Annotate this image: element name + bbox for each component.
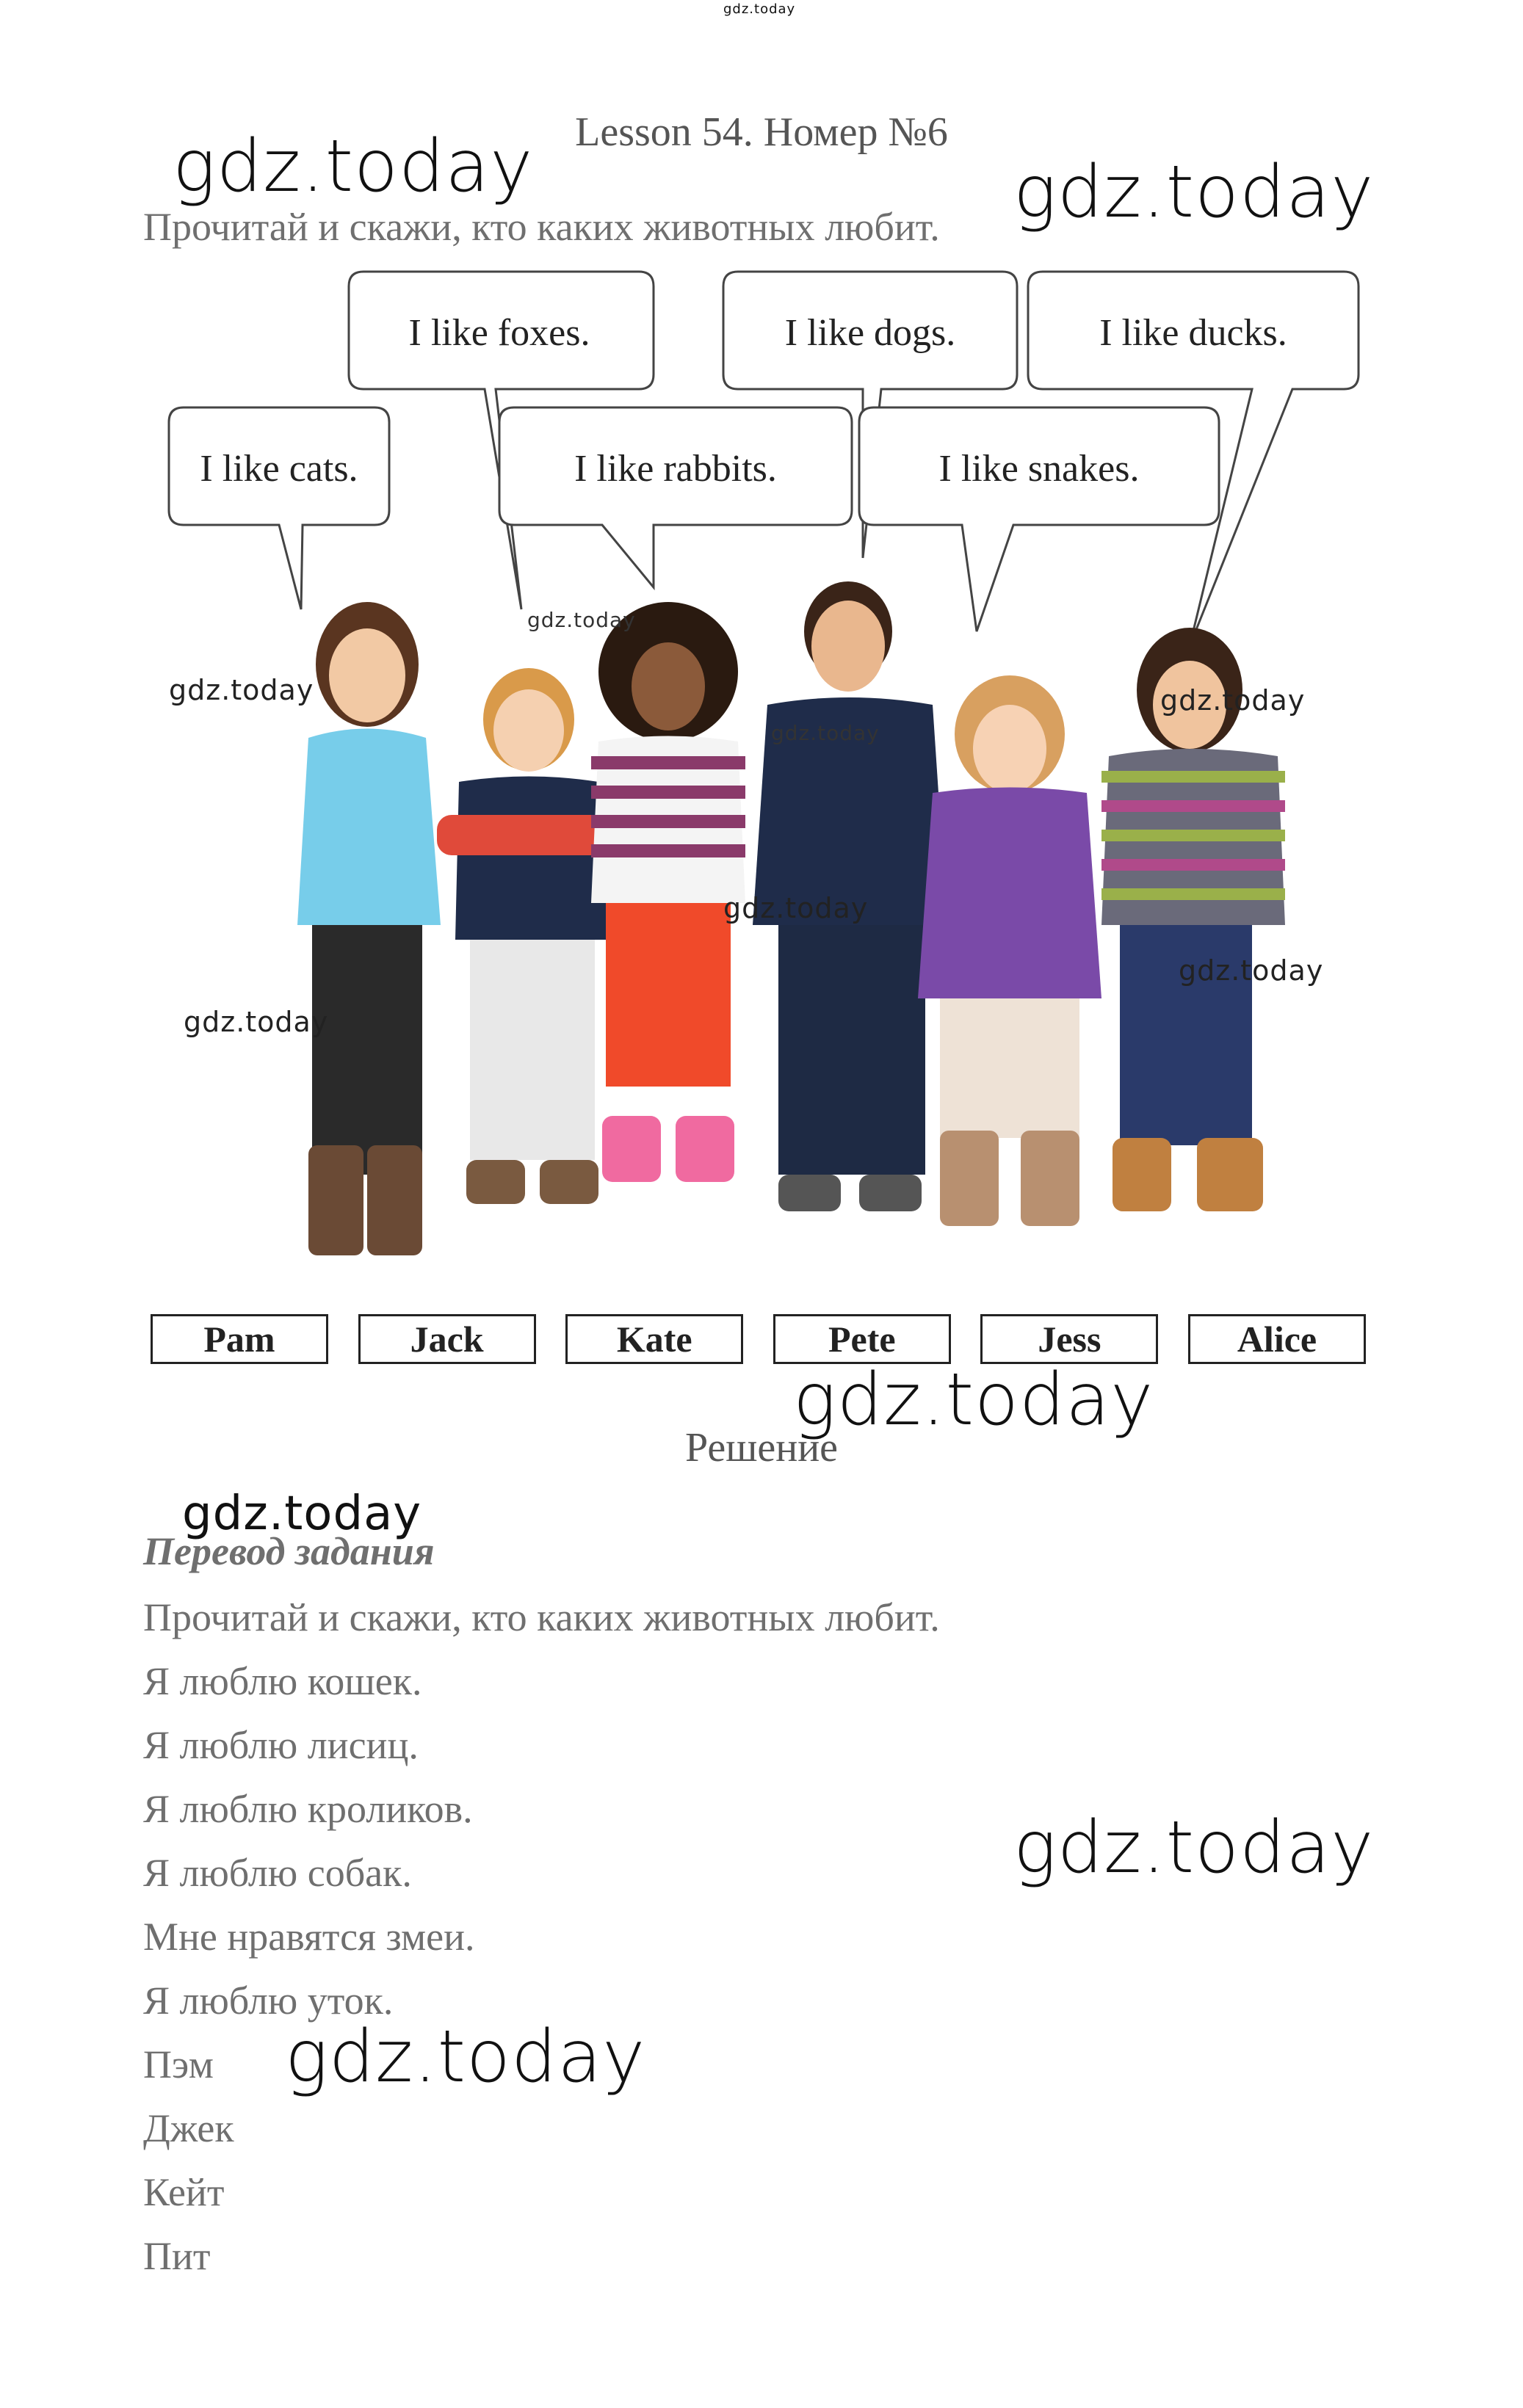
- translation-line: Я люблю кошек.: [143, 1659, 422, 1703]
- illustration-svg: [132, 264, 1381, 1307]
- translation-line: Я люблю собак.: [143, 1851, 412, 1895]
- bubble-text-dogs: I like dogs.: [784, 312, 956, 354]
- task-instruction: Прочитай и скажи, кто каких животных любит.: [143, 205, 940, 249]
- translation-line: Кейт: [143, 2170, 225, 2214]
- child-figure-jess: [918, 675, 1101, 1226]
- name-row: [151, 1314, 1366, 1367]
- translation-line: Пит: [143, 2234, 211, 2278]
- watermark: gdz.today: [184, 1006, 329, 1038]
- bubble-text-snakes: I like snakes.: [938, 448, 1140, 490]
- translation-heading: Перевод задания: [143, 1529, 435, 1573]
- top-watermark: gdz.today: [723, 1, 796, 17]
- watermark: gdz.today: [723, 892, 869, 924]
- translation-line: Джек: [143, 2106, 234, 2150]
- speech-bubble-cats: [169, 407, 389, 609]
- watermark: gdz.today: [285, 2015, 646, 2099]
- watermark: gdz.today: [182, 1487, 422, 1541]
- child-figure-kate: [591, 602, 745, 1182]
- name-box-jess: Jess: [980, 1314, 1158, 1364]
- name-box-alice: Alice: [1188, 1314, 1366, 1364]
- watermark: gdz.today: [1013, 150, 1375, 234]
- page-title: Lesson 54. Номер №6: [575, 109, 948, 155]
- watermark: gdz.today: [771, 721, 880, 745]
- watermark: gdz.today: [1179, 954, 1324, 987]
- name-box-kate: Kate: [565, 1314, 743, 1364]
- bubble-text-rabbits: I like rabbits.: [574, 448, 777, 490]
- bubble-text-cats: I like cats.: [200, 448, 358, 490]
- translation-lines: [143, 1586, 940, 2288]
- illustration: [132, 264, 1381, 1307]
- watermark: gdz.today: [173, 125, 534, 208]
- translation-line: Я люблю кроликов.: [143, 1787, 473, 1831]
- bubble-text-foxes: I like foxes.: [408, 312, 590, 354]
- name-box-pam: Pam: [151, 1314, 328, 1364]
- translation-line: Мне нравятся змеи.: [143, 1915, 475, 1959]
- bubble-text-ducks: I like ducks.: [1099, 312, 1287, 354]
- solution-heading: Решение: [684, 1425, 839, 1470]
- translation-line: Я люблю уток.: [143, 1979, 394, 2023]
- watermark: gdz.today: [1160, 684, 1306, 717]
- child-figure-pam: [297, 602, 441, 1255]
- watermark: gdz.today: [527, 608, 636, 632]
- translation-line: Я люблю лисиц.: [143, 1723, 419, 1767]
- name-box-pete: Pete: [773, 1314, 951, 1364]
- translation-line: Пэм: [143, 2042, 214, 2086]
- speech-bubble-rabbits: [499, 407, 852, 587]
- watermark: gdz.today: [1013, 1806, 1375, 1890]
- child-figure-jack: [437, 668, 617, 1204]
- name-box-jack: Jack: [358, 1314, 536, 1364]
- translation-line: Прочитай и скажи, кто каких животных любит.: [143, 1595, 940, 1639]
- speech-bubble-snakes: [859, 407, 1219, 631]
- watermark: gdz.today: [793, 1358, 1154, 1442]
- watermark: gdz.today: [169, 674, 314, 706]
